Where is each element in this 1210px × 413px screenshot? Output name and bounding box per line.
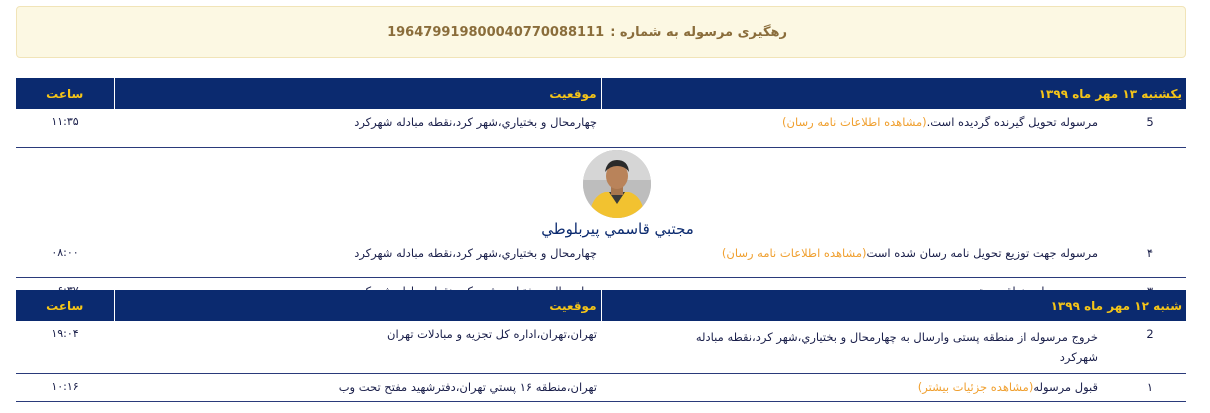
row-description: مرسوله جهت توزیع تحویل نامه رسان شده است <box>866 245 1098 260</box>
group-date: شنبه ۱۲ مهر ماه ۱۳۹۹ <box>601 290 1186 321</box>
row-time: ۱۹:۰۴ <box>16 321 114 374</box>
row-description: قبول مرسوله <box>1033 380 1098 394</box>
table-row <box>16 109 1186 148</box>
table-row <box>16 374 1186 402</box>
postman-name: مجتبي قاسمي پيربلوطي <box>541 220 694 238</box>
row-time: ۱۰:۱۶ <box>16 374 114 402</box>
time-header: ساعت <box>16 290 114 321</box>
view-postman-link[interactable]: (مشاهده اطلاعات نامه رسان) <box>782 115 927 129</box>
row-location: چهارمحال و بختياري،شهر کرد،نقطه مبادله شهرکرد <box>114 109 601 148</box>
tracking-number: 196479919800040770088111 <box>387 24 605 40</box>
view-details-link[interactable]: (مشاهده جزئیات بیشتر) <box>917 380 1034 394</box>
row-location: چهارمحال و بختياري،شهر کرد،نقطه مبادله شهرکرد <box>114 240 601 278</box>
view-postman-link[interactable]: (مشاهده اطلاعات نامه رسان) <box>721 245 867 260</box>
table-row <box>16 321 1186 374</box>
location-header: موقعیت <box>114 290 601 321</box>
location-header: موقعیت <box>114 78 601 109</box>
row-time: ۱۱:۳۵ <box>16 109 114 148</box>
table-row <box>16 240 1186 278</box>
row-index: 2 <box>1146 327 1154 341</box>
avatar-photo <box>583 150 651 218</box>
row-location: تهران،تهران،اداره کل تجزیه و مبادلات تهران <box>114 321 601 374</box>
row-location: تهران،منطقه ۱۶ پستي تهران،دفترشهيد مفتح تحت وب <box>114 374 601 402</box>
banner-title: رهگیری مرسوله به شماره : <box>610 24 787 40</box>
postman-avatar <box>583 150 651 218</box>
row-index: ۱ <box>1146 380 1154 394</box>
time-header: ساعت <box>16 78 114 109</box>
group-header <box>16 290 1186 321</box>
row-description: خروج مرسوله از منطقه پستی وارسال به چهارمحال و بختياري،شهر کرد،نقطه مبادله شهرکرد <box>695 330 1098 364</box>
group-date: یکشنبه ۱۳ مهر ماه ۱۳۹۹ <box>601 78 1186 109</box>
row-description: مرسوله تحویل گیرنده گردیده است. <box>926 115 1098 129</box>
row-index: 5 <box>1146 115 1154 129</box>
postman-profile-row <box>16 148 1186 240</box>
row-index: ۴ <box>1146 245 1154 260</box>
group-header <box>16 78 1186 109</box>
tracking-table-group-2 <box>16 290 1186 402</box>
tracking-table-group-1 <box>16 78 1186 319</box>
postman-profile <box>16 150 1186 242</box>
tracking-banner <box>16 6 1186 58</box>
row-time: ۰۸:۰۰ <box>16 240 114 278</box>
